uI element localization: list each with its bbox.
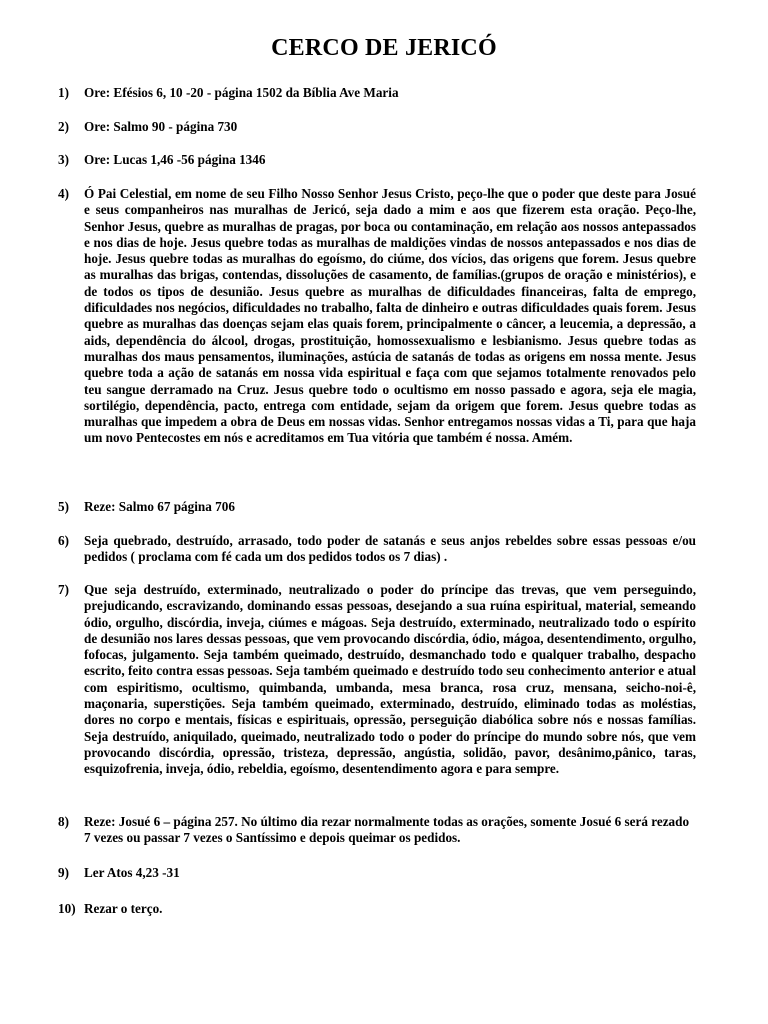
list-item-8 (58, 814, 696, 847)
item-text: Seja quebrado, destruído, arrasado, todo poder de satanás e seus anjos rebeldes sobre essas pessoas e/ou pedidos ( proclama com fé cada um dos pedidos todos os 7 dias) . (84, 533, 696, 565)
list-item-3 (58, 152, 696, 168)
list-item-5 (58, 499, 696, 515)
list-item-6 (58, 533, 696, 566)
item-number: 1) (58, 85, 69, 100)
list-item-9 (58, 865, 696, 881)
item-number: 2) (58, 119, 69, 134)
list-item-10 (58, 901, 696, 917)
item-text: Ler Atos 4,23 -31 (84, 865, 180, 880)
list-item-4 (58, 186, 696, 447)
item-text: Que seja destruído, exterminado, neutralizado o poder do príncipe das trevas, que vem perseguindo, prejudicando, escravizando, dominando essas pessoas, desejando a sua ruína espiritual, material, semeando ódio, orgulho, discórdia, inveja, ciúmes e mágoas. Seja destruído, exterminado, neutralizado todo o espírito de desunião nos lares dessas pessoas, que vem provocando discórdia, ódio, mágoa, desentendimento, orgulho, fofocas, julgamento. Seja também queimado, destruído, desmanchado todo e qualquer trabalho, despacho escrito, feito contra essas pessoas. Seja também queimado e destruído todo seu conhecimento anterior e atual com espiritismo, ocultismo, quimbanda, umbanda, mesa branca, rosa cruz, mensana, seicho-noi-ê, maçonaria, superstições. Seja também queimado, exterminado, destruído, eliminado todas as moléstias, dores no corpo e mentais, físicas e espirituais, opressão, perseguição diabólica sobre nós e nossas famílias. Seja destruído, aniquilado, queimado, neutralizado todo o poder do príncipe do mundo sobre nós, que vem provocando discórdia, opressão, tristeza, depressão, angústia, solidão, pavor, desânimo,pânico, taras, esquizofrenia, inveja, ódio, rebeldia, egoísmo, desentendimento agora e para sempre. (84, 582, 696, 777)
item-number: 6) (58, 533, 69, 548)
item-number: 8) (58, 814, 69, 829)
item-text: Reze: Josué 6 – página 257. No último dia rezar normalmente todas as orações, somente Josué 6 será rezado 7 vezes ou passar 7 vezes o Santíssimo e depois queimar os pedidos. (84, 814, 690, 846)
list-item-7 (58, 582, 696, 778)
document-title: CERCO DE JERICÓ (271, 35, 497, 61)
item-text: Ó Pai Celestial, em nome de seu Filho Nosso Senhor Jesus Cristo, peço-lhe que o poder que deste para Josué e seus companheiros nas muralhas de Jericó, seja dado a mim e aos que fizerem esta oração. Peço-lhe, Senhor Jesus, quebre as muralhas de pragas, por boca ou contaminação, em relação aos nossos antepassados e nos dias de hoje. Jesus quebre todas as muralhas de maldições vindas de nossos antepassados e nos dias de hoje. Jesus quebre todas as muralhas do egoísmo, do ciúme, dos vícios, das origens que forem. Jesus quebre as muralhas das brigas, contendas, dissoluções de casamento, de famílias.(grupos de oração e ministérios), e de todos os tipos de desunião. Jesus quebre as muralhas de dificuldades financeiras, falta de emprego, dificuldades nos negócios, dificuldades no trabalho, falta de dinheiro e outras dificuldades quais forem. Jesus quebre as muralhas das doenças sejam elas quais forem, principalmente o câncer, a leucemia, a depressão, a aids, dependência do álcool, drogas, prostituição, homossexualismo e lesbianismo. Jesus quebre todas as muralhas dos maus pensamentos, iluminações, astúcia de satanás de todas as origens em nossa mente. Jesus quebre toda a ação de satanás em nossa vida espiritual e faça com que sejamos totalmente renovados pelo teu sangue derramado na Cruz. Jesus quebre todo o ocultismo em nosso passado e agora, seja ele magia, sortilégio, dependência, pacto, entrega com entidade, sejam da origem que forem. Jesus quebre todas as muralhas que impedem a obra de Deus em nossas vidas. Senhor entregamos nossas vidas a Ti, para que haja um novo Pentecostes em nós e acreditamos em Tua vitória que também é nossa. Amém. (84, 186, 696, 446)
item-number: 7) (58, 582, 69, 597)
item-text: Ore: Salmo 90 - página 730 (84, 119, 238, 134)
list-item-2 (58, 119, 696, 135)
item-number: 5) (58, 499, 69, 514)
item-text: Rezar o terço. (84, 901, 163, 916)
item-number: 4) (58, 186, 69, 201)
item-number: 3) (58, 152, 69, 167)
item-number: 10) (58, 901, 76, 916)
item-text: Ore: Efésios 6, 10 -20 - página 1502 da Bíblia Ave Maria (84, 85, 399, 100)
item-number: 9) (58, 865, 69, 880)
list-item-1 (58, 85, 696, 101)
item-text: Reze: Salmo 67 página 706 (84, 499, 235, 514)
item-text: Ore: Lucas 1,46 -56 página 1346 (84, 152, 266, 167)
